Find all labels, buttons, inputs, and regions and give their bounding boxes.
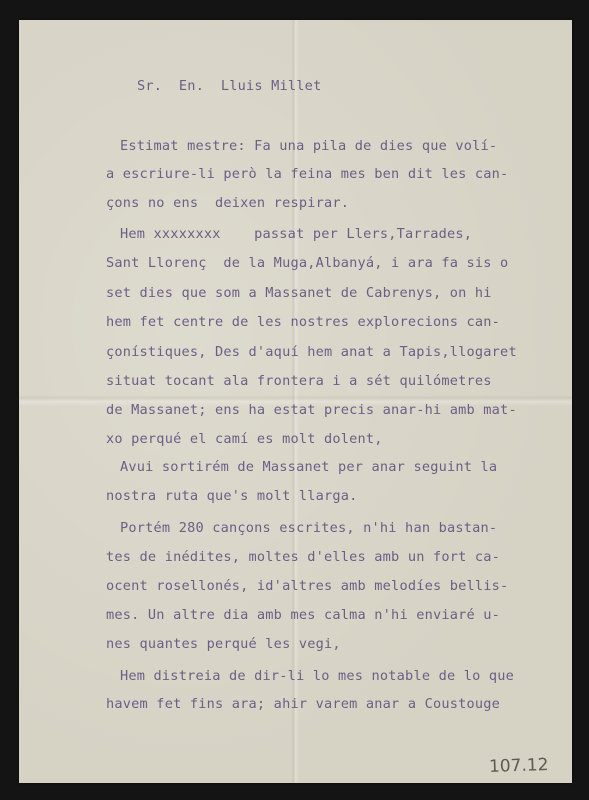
letter-line-15: tes de inédites, moltes d'elles amb un fort ca- bbox=[106, 549, 501, 565]
letter-line-13: nostra ruta que's molt llarga. bbox=[106, 488, 358, 504]
letter-line-5: Sant Llorenç de la Muga,Albanyá, i ara fa sis o bbox=[106, 255, 509, 271]
letter-line-14: Portém 280 cançons escrites, n'hi han bastan- bbox=[120, 520, 498, 536]
letter-line-11: xo perqué el camí es molt dolent, bbox=[106, 431, 383, 447]
letter-line-17: mes. Un altre dia amb mes calma n'hi enviaré u- bbox=[106, 607, 501, 623]
salutation: Sr. En. Lluis Millet bbox=[137, 78, 322, 94]
letter-line-16: ocent rosellonés, id'altres amb melodíes bellis- bbox=[106, 578, 509, 594]
archive-number: 107.12 bbox=[488, 754, 549, 778]
letter-line-3: çons no ens deixen respirar. bbox=[106, 195, 350, 211]
letter-line-19: Hem distreia de dir-li lo mes notable de lo que bbox=[120, 668, 515, 684]
letter-line-7: hem fet centre de les nostres explorecions can- bbox=[106, 314, 501, 330]
letter-line-18: nes quantes perqué les vegi, bbox=[106, 636, 341, 652]
letter-line-4: Hem xxxxxxxx passat per Llers,Tarrades, bbox=[120, 226, 473, 242]
letter-line-10: de Massanet; ens ha estat precis anar-hi amb mat- bbox=[106, 402, 517, 418]
letter-line-1: Estimat mestre: Fa una pila de dies que volí- bbox=[120, 138, 498, 154]
letter-line-20: havem fet fins ara; ahir varem anar a Coustouge bbox=[106, 696, 501, 712]
letter-line-8: çonístiques, Des d'aquí hem anat a Tapis,llogaret bbox=[106, 344, 517, 360]
letter-line-6: set dies que som a Massanet de Cabrenys, on hi bbox=[106, 285, 492, 301]
letter-line-12: Avui sortirém de Massanet per anar seguint la bbox=[120, 459, 498, 475]
letter-line-9: situat tocant ala frontera i a sét quilómetres bbox=[106, 373, 492, 389]
letter-line-2: a escriure-li però la feina mes ben dit les can- bbox=[106, 166, 509, 182]
